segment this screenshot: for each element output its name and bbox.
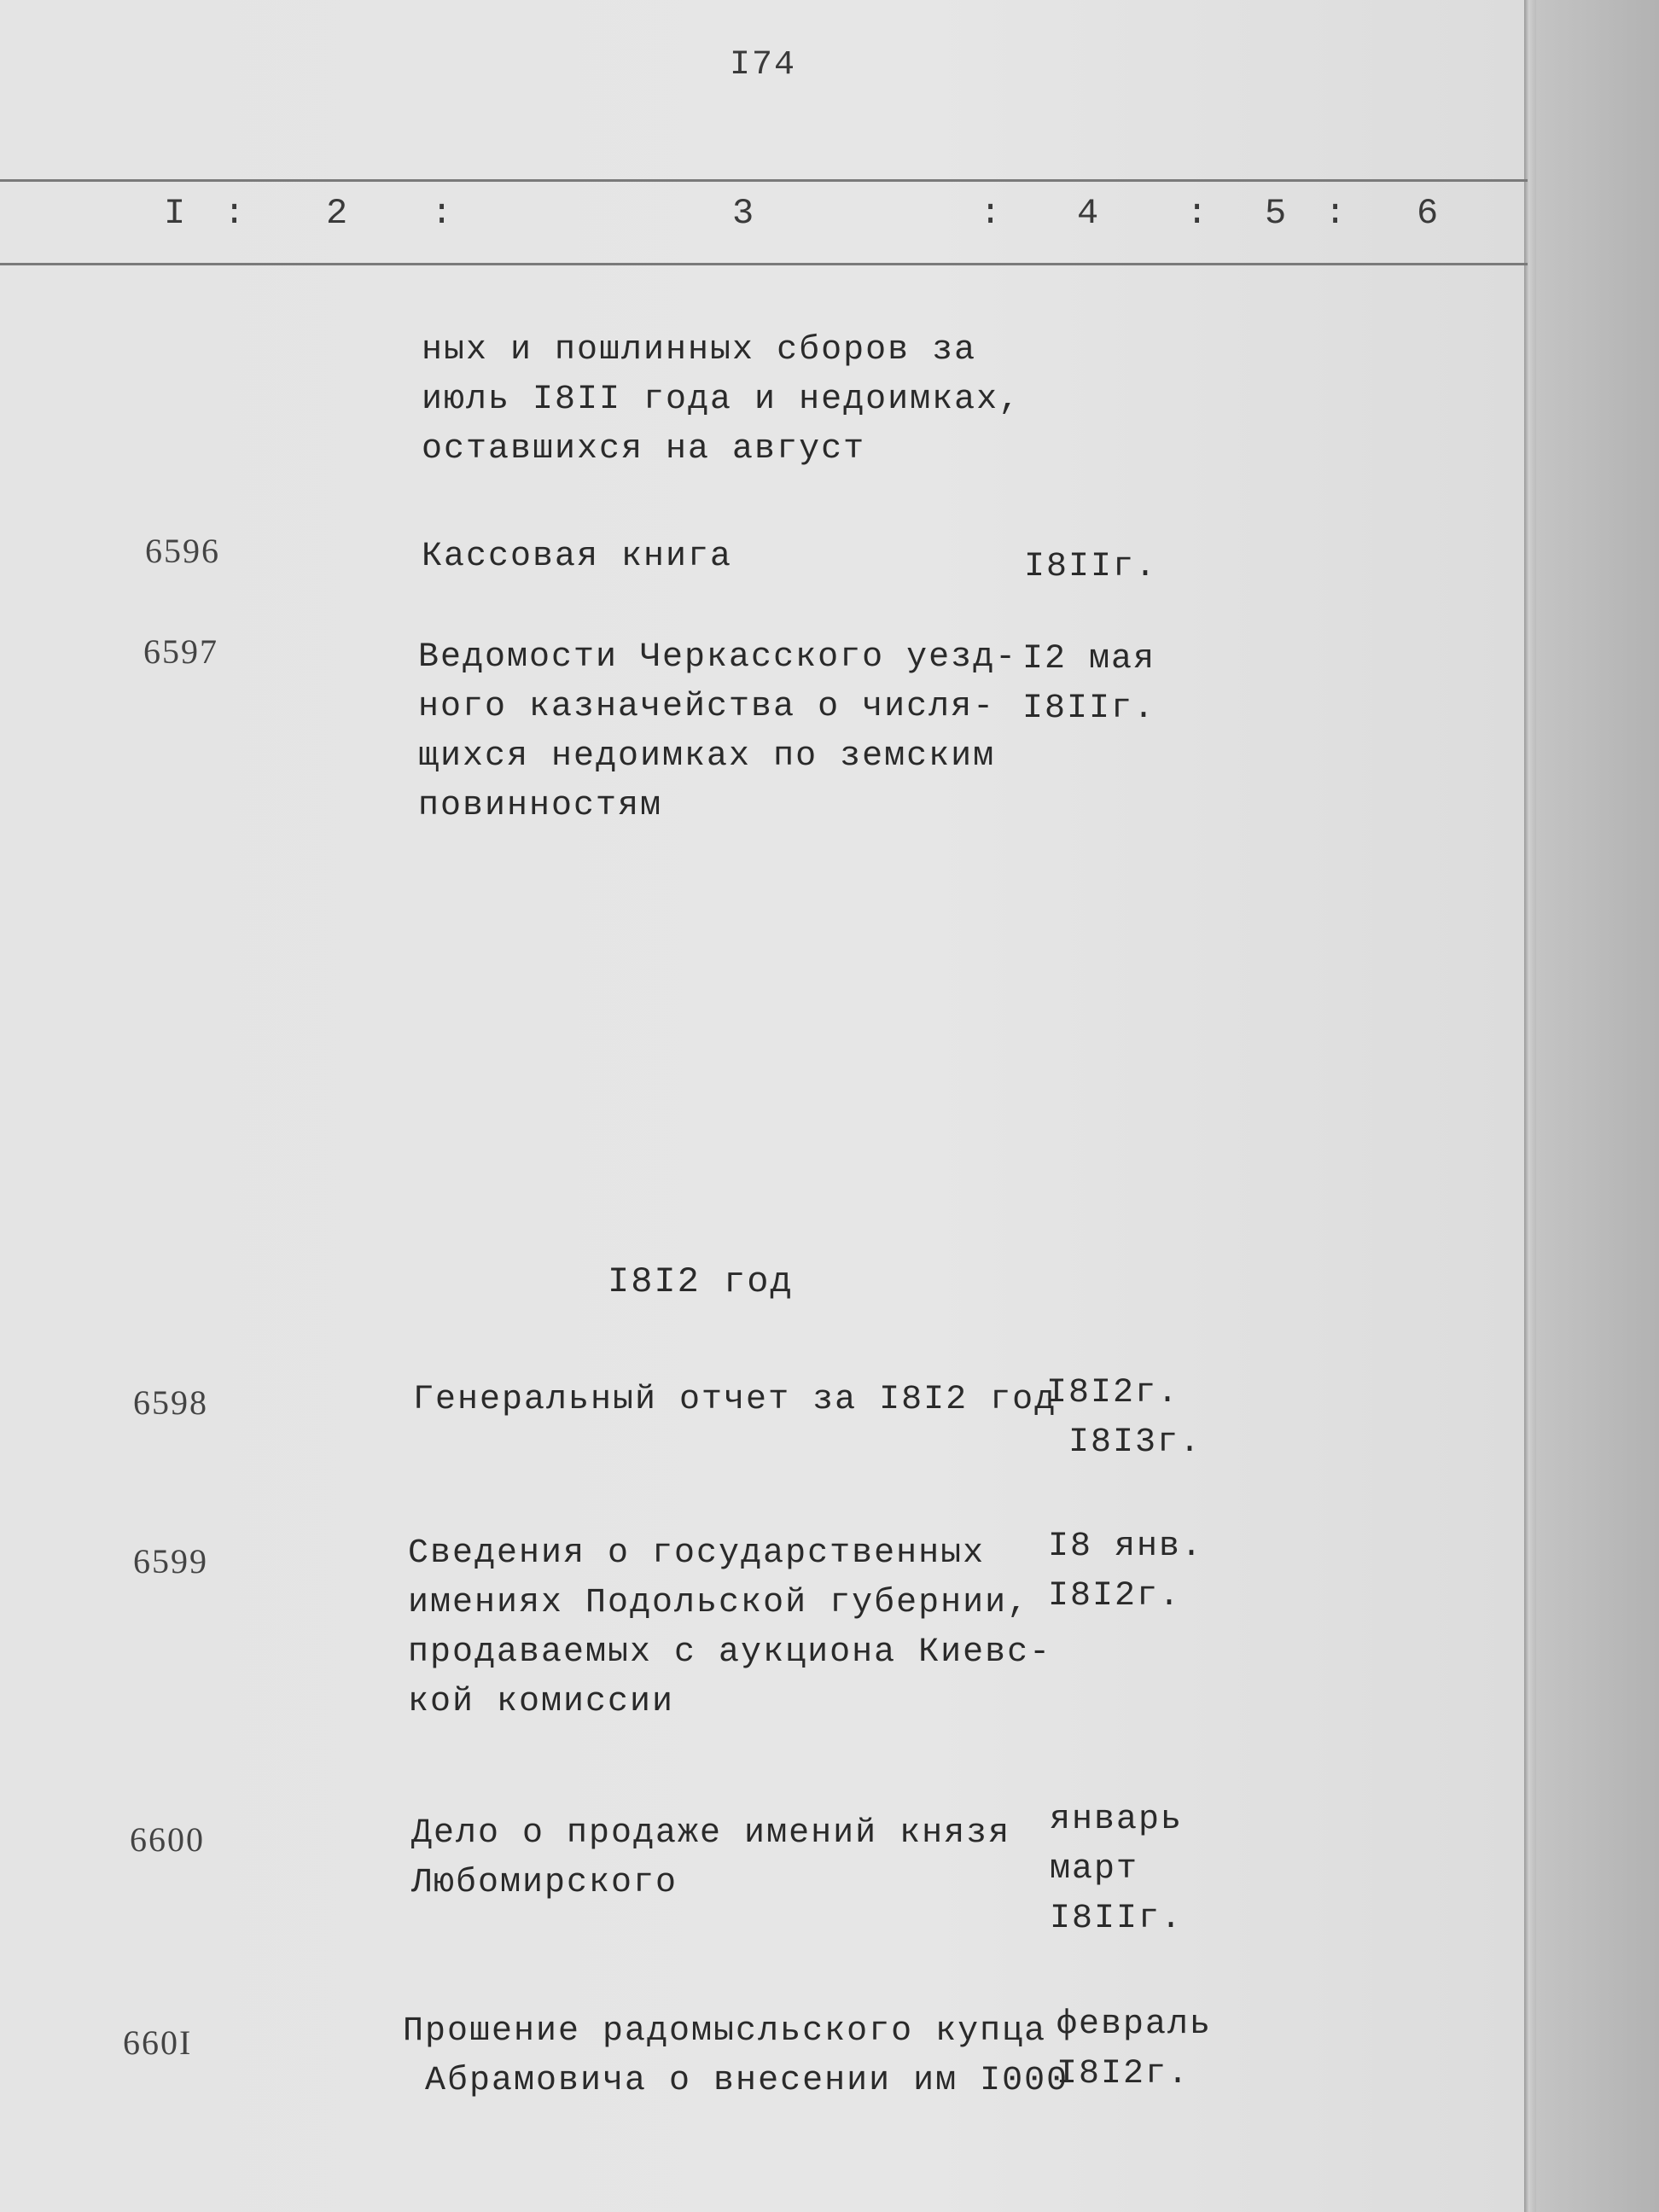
entry-date: I8 янв. I8I2г.: [1048, 1528, 1204, 1615]
entry-description: Кассовая книга: [422, 538, 733, 576]
entry-number: 6598: [133, 1383, 208, 1422]
column-header-1: I: [164, 193, 188, 234]
entry-date: январь март I8IIг.: [1050, 1801, 1184, 1938]
column-separator: :: [980, 193, 1004, 234]
entry-number: 6600: [130, 1820, 205, 1859]
entry-number: 6597: [143, 632, 218, 671]
column-header-5: 5: [1265, 193, 1289, 234]
column-header-4: 4: [1077, 193, 1101, 234]
entry-date: I8I2г. I8I3г.: [1046, 1374, 1202, 1462]
continued-description: ных и пошлинных сборов за июль I8II года и недоимках, оставшихся на август: [422, 331, 1022, 469]
page-number: I74: [730, 46, 797, 84]
column-separator: :: [1186, 193, 1210, 234]
year-heading: I8I2 год: [608, 1261, 794, 1302]
entry-description: Дело о продаже имений князя Любомирского: [411, 1814, 1011, 1902]
column-separator: :: [431, 193, 455, 234]
background-surface: [1536, 0, 1659, 2212]
entry-number: 6596: [145, 532, 220, 570]
column-header-2: 2: [326, 193, 350, 234]
column-separator: :: [1324, 193, 1348, 234]
page-edge: [1524, 0, 1536, 2212]
column-header-6: 6: [1417, 193, 1441, 234]
entry-description: Прошение радомысльского купца Абрамовича о внесении им I000: [403, 2012, 1069, 2100]
entry-date: I8IIг.: [1024, 548, 1158, 586]
entry-description: Сведения о государственных имениях Подольской губернии, продаваемых с аукциона Киевс- кой комиссии: [408, 1534, 1052, 1721]
entry-date: февраль I8I2г.: [1057, 2005, 1213, 2093]
header-bottom-rule: [0, 263, 1528, 265]
entry-description: Ведомости Черкасского уезд- ного казначейства о числя- щихся недоимках по земским повинностям: [418, 638, 1018, 825]
entry-number: 660I: [123, 2023, 193, 2062]
entry-date: I2 мая I8IIг.: [1022, 640, 1156, 728]
column-separator: :: [224, 193, 247, 234]
column-header-3: 3: [732, 193, 756, 234]
entry-number: 6599: [133, 1542, 208, 1580]
entry-description: Генеральный отчет за I8I2 год: [413, 1381, 1057, 1419]
header-top-rule: [0, 179, 1528, 182]
